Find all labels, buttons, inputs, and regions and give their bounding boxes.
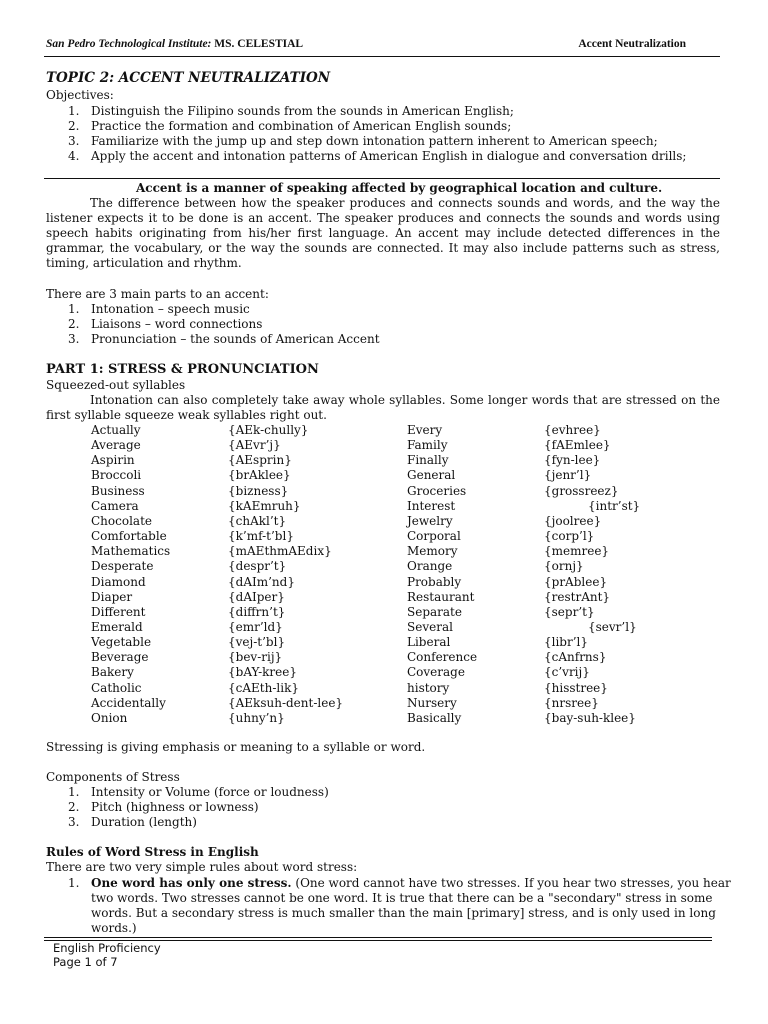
objectives-label: Objectives:	[46, 88, 114, 102]
pronunciation-cell: {evhree}	[544, 423, 601, 437]
pronunciation-cell: {vej-t’bl}	[228, 635, 286, 650]
pronunciation-cell: {joolree}	[544, 513, 602, 528]
footer-course: English Proficiency	[53, 941, 161, 955]
pronunciation-cell: {dAIm’nd}	[228, 574, 295, 589]
pronunciation-cell: {emr’ld}	[228, 619, 283, 634]
word-cell: Onion	[91, 710, 128, 725]
word-cell: Beverage	[91, 650, 149, 665]
component-item: Duration (length)	[91, 815, 197, 829]
component-item: Intensity or Volume (force or loudness)	[91, 785, 329, 799]
list-number: 1.	[68, 302, 80, 316]
word-cell: Groceries	[407, 483, 467, 498]
word-cell: Nursery	[407, 695, 457, 710]
pronunciation-cell: {dAIper}	[228, 589, 285, 604]
pronunciation-cell: {kAEmruh}	[228, 498, 301, 513]
word-cell: Emerald	[91, 619, 143, 634]
word-cell: Business	[91, 483, 145, 498]
section-rule	[44, 178, 720, 179]
word-cell: Family	[407, 438, 448, 453]
pronunciation-cell: {ornj}	[544, 559, 584, 574]
word-cell: Aspirin	[91, 453, 135, 468]
part-item: Liaisons – word connections	[91, 317, 263, 331]
word-cell: Average	[91, 438, 141, 453]
footer-rule	[44, 937, 712, 938]
word-cell: Memory	[407, 544, 458, 559]
word-cell: Corporal	[407, 529, 461, 544]
pronunciation-cell: {corp’l}	[544, 529, 595, 544]
word-cell: Accidentally	[91, 695, 166, 710]
stressing-text: Stressing is giving emphasis or meaning to a syllable or word.	[46, 740, 426, 754]
word-cell: Diaper	[91, 589, 133, 604]
word-cell: Every	[407, 423, 443, 437]
header-title: Accent Neutralization	[578, 38, 686, 50]
rule1-bold: One word has only one stress.	[91, 876, 292, 890]
pronunciation-cell: {intr’st}	[588, 498, 641, 513]
rule1-line: words. But a secondary stress is much smaller than the main [primary] stress, and is only used in long	[91, 906, 716, 920]
list-number: 3.	[68, 815, 80, 829]
parts-intro: There are 3 main parts to an accent:	[46, 287, 269, 301]
word-cell: Diamond	[91, 574, 146, 589]
pronunciation-cell: {mAEthmAEdix}	[228, 544, 332, 559]
topic-title: TOPIC 2: ACCENT NEUTRALIZATION	[46, 70, 331, 86]
list-number: 3.	[68, 134, 80, 148]
pronunciation-cell: {AEvr’j}	[228, 438, 281, 453]
list-number: 3.	[68, 332, 80, 346]
word-cell: Catholic	[91, 680, 142, 695]
squeezed-label: Squeezed-out syllables	[46, 378, 186, 392]
pronunciation-cell: {bay-suh-klee}	[544, 710, 636, 725]
word-cell: Probably	[407, 574, 462, 589]
word-cell: General	[407, 468, 456, 483]
pronunciation-cell: {bAY-kree}	[228, 665, 297, 680]
pronunciation-cell: {grossreez}	[544, 483, 619, 498]
pronunciation-cell: {AEk-chully}	[228, 423, 309, 437]
list-number: 2.	[68, 317, 80, 331]
list-number: 1.	[68, 785, 80, 799]
rule1-text: (One word cannot have two stresses. If you hear two stresses, you hear	[291, 876, 731, 890]
part-item: Pronunciation – the sounds of American Accent	[91, 332, 380, 346]
word-cell: Comfortable	[91, 529, 167, 544]
header-left	[46, 38, 303, 50]
pronunciation-cell: {jenr’l}	[544, 468, 592, 483]
components-label: Components of Stress	[46, 770, 180, 784]
objective-item: Practice the formation and combination of American English sounds;	[91, 119, 512, 133]
rule1-line: two words. Two stresses cannot be one word. It is true that there can be a "secondary" stress in some	[91, 891, 713, 905]
part1-heading: PART 1: STRESS & PRONUNCIATION	[46, 362, 319, 377]
pronunciation-cell: {bizness}	[228, 483, 289, 498]
list-number: 1.	[68, 104, 80, 118]
accent-paragraph: The difference between how the speaker produces and connects sounds and words, and the way the listener expects it to be done is an accent. The speaker produces and connects the sounds and words using speech habits originating from his/her first language. An accent may include detected differences in the grammar, the vocabulary, or the way the sounds are connected. It may also include patterns such as stress, timing, articulation and rhythm.	[46, 196, 720, 270]
word-cell: Separate	[407, 604, 462, 619]
running-header	[46, 38, 686, 54]
rules-heading: Rules of Word Stress in English	[46, 845, 259, 859]
pronunciation-cell: {diffrn’t}	[228, 604, 286, 619]
accent-heading: Accent is a manner of speaking affected by geographical location and culture.	[136, 181, 663, 195]
pronunciation-cell: {brAklee}	[228, 468, 291, 483]
objective-item: Familiarize with the jump up and step down intonation pattern inherent to American speech;	[91, 134, 658, 148]
pronunciation-cell: {restrAnt}	[544, 589, 611, 604]
pronunciation-cell: {uhny’n}	[228, 710, 285, 725]
word-cell: Camera	[91, 498, 139, 513]
list-number: 2.	[68, 800, 80, 814]
objective-item: Apply the accent and intonation patterns of American English in dialogue and conversation drills;	[91, 149, 687, 163]
rules-intro: There are two very simple rules about word stress:	[46, 860, 358, 874]
rule1-line	[91, 876, 731, 891]
pronunciation-cell: {sevr’l}	[588, 619, 637, 634]
pronunciation-cell: {memree}	[544, 544, 610, 559]
footer-page: Page 1 of 7	[53, 955, 118, 969]
word-cell: Jewelry	[407, 513, 453, 528]
word-cell: Basically	[407, 710, 462, 725]
pronunciation-cell: {c’vrij}	[544, 665, 590, 680]
pronunciation-cell: {sepr’t}	[544, 604, 595, 619]
list-number: 4.	[68, 149, 80, 163]
pronunciation-cell: {despr’t}	[228, 559, 287, 574]
word-cell: Orange	[407, 559, 453, 574]
pronunciation-cell: {k’mf-t’bl}	[228, 529, 294, 544]
word-cell: Mathematics	[91, 544, 171, 559]
institute-name: San Pedro Technological Institute:	[46, 38, 212, 50]
pronunciation-cell: {AEksuh-dent-lee}	[228, 695, 344, 710]
word-cell: Interest	[407, 498, 456, 513]
word-cell: Coverage	[407, 665, 465, 680]
word-cell: Different	[91, 604, 146, 619]
word-cell: Conference	[407, 650, 478, 665]
word-cell: Vegetable	[91, 635, 152, 650]
squeezed-paragraph: Intonation can also completely take away whole syllables. Some longer words that are stressed on the first syllable squeeze weak syllables right out.	[46, 393, 720, 422]
pronunciation-cell: {fyn-lee}	[544, 453, 601, 468]
pronunciation-cell: {nrsree}	[544, 695, 599, 710]
word-cell: Broccoli	[91, 468, 142, 483]
header-rule	[44, 56, 720, 57]
teacher-name: MS. CELESTIAL	[211, 38, 304, 50]
pronunciation-cell: {bev-rij}	[228, 650, 283, 665]
word-cell: Actually	[91, 423, 141, 437]
rule1-line: words.)	[91, 921, 137, 935]
pronunciation-cell: {hisstree}	[544, 680, 608, 695]
list-number: 1.	[68, 876, 80, 890]
word-cell: Restaurant	[407, 589, 475, 604]
word-cell: Bakery	[91, 665, 134, 680]
pronunciation-cell: {libr’l}	[544, 635, 589, 650]
pronunciation-cell: {cAEth-lik}	[228, 680, 299, 695]
word-cell: Finally	[407, 453, 449, 468]
word-cell: Liberal	[407, 635, 451, 650]
pronunciation-cell: {fAEmlee}	[544, 438, 611, 453]
word-cell: Several	[407, 619, 453, 634]
pronunciation-cell: {AEsprin}	[228, 453, 292, 468]
pronunciation-cell: {prAblee}	[544, 574, 608, 589]
list-number: 2.	[68, 119, 80, 133]
pronunciation-cell: {cAnfrns}	[544, 650, 607, 665]
word-cell: history	[407, 680, 450, 695]
part-item: Intonation – speech music	[91, 302, 250, 316]
word-cell: Desperate	[91, 559, 154, 574]
word-cell: Chocolate	[91, 513, 152, 528]
objective-item: Distinguish the Filipino sounds from the sounds in American English;	[91, 104, 514, 118]
pronunciation-cell: {chAkl’t}	[228, 513, 287, 528]
component-item: Pitch (highness or lowness)	[91, 800, 259, 814]
